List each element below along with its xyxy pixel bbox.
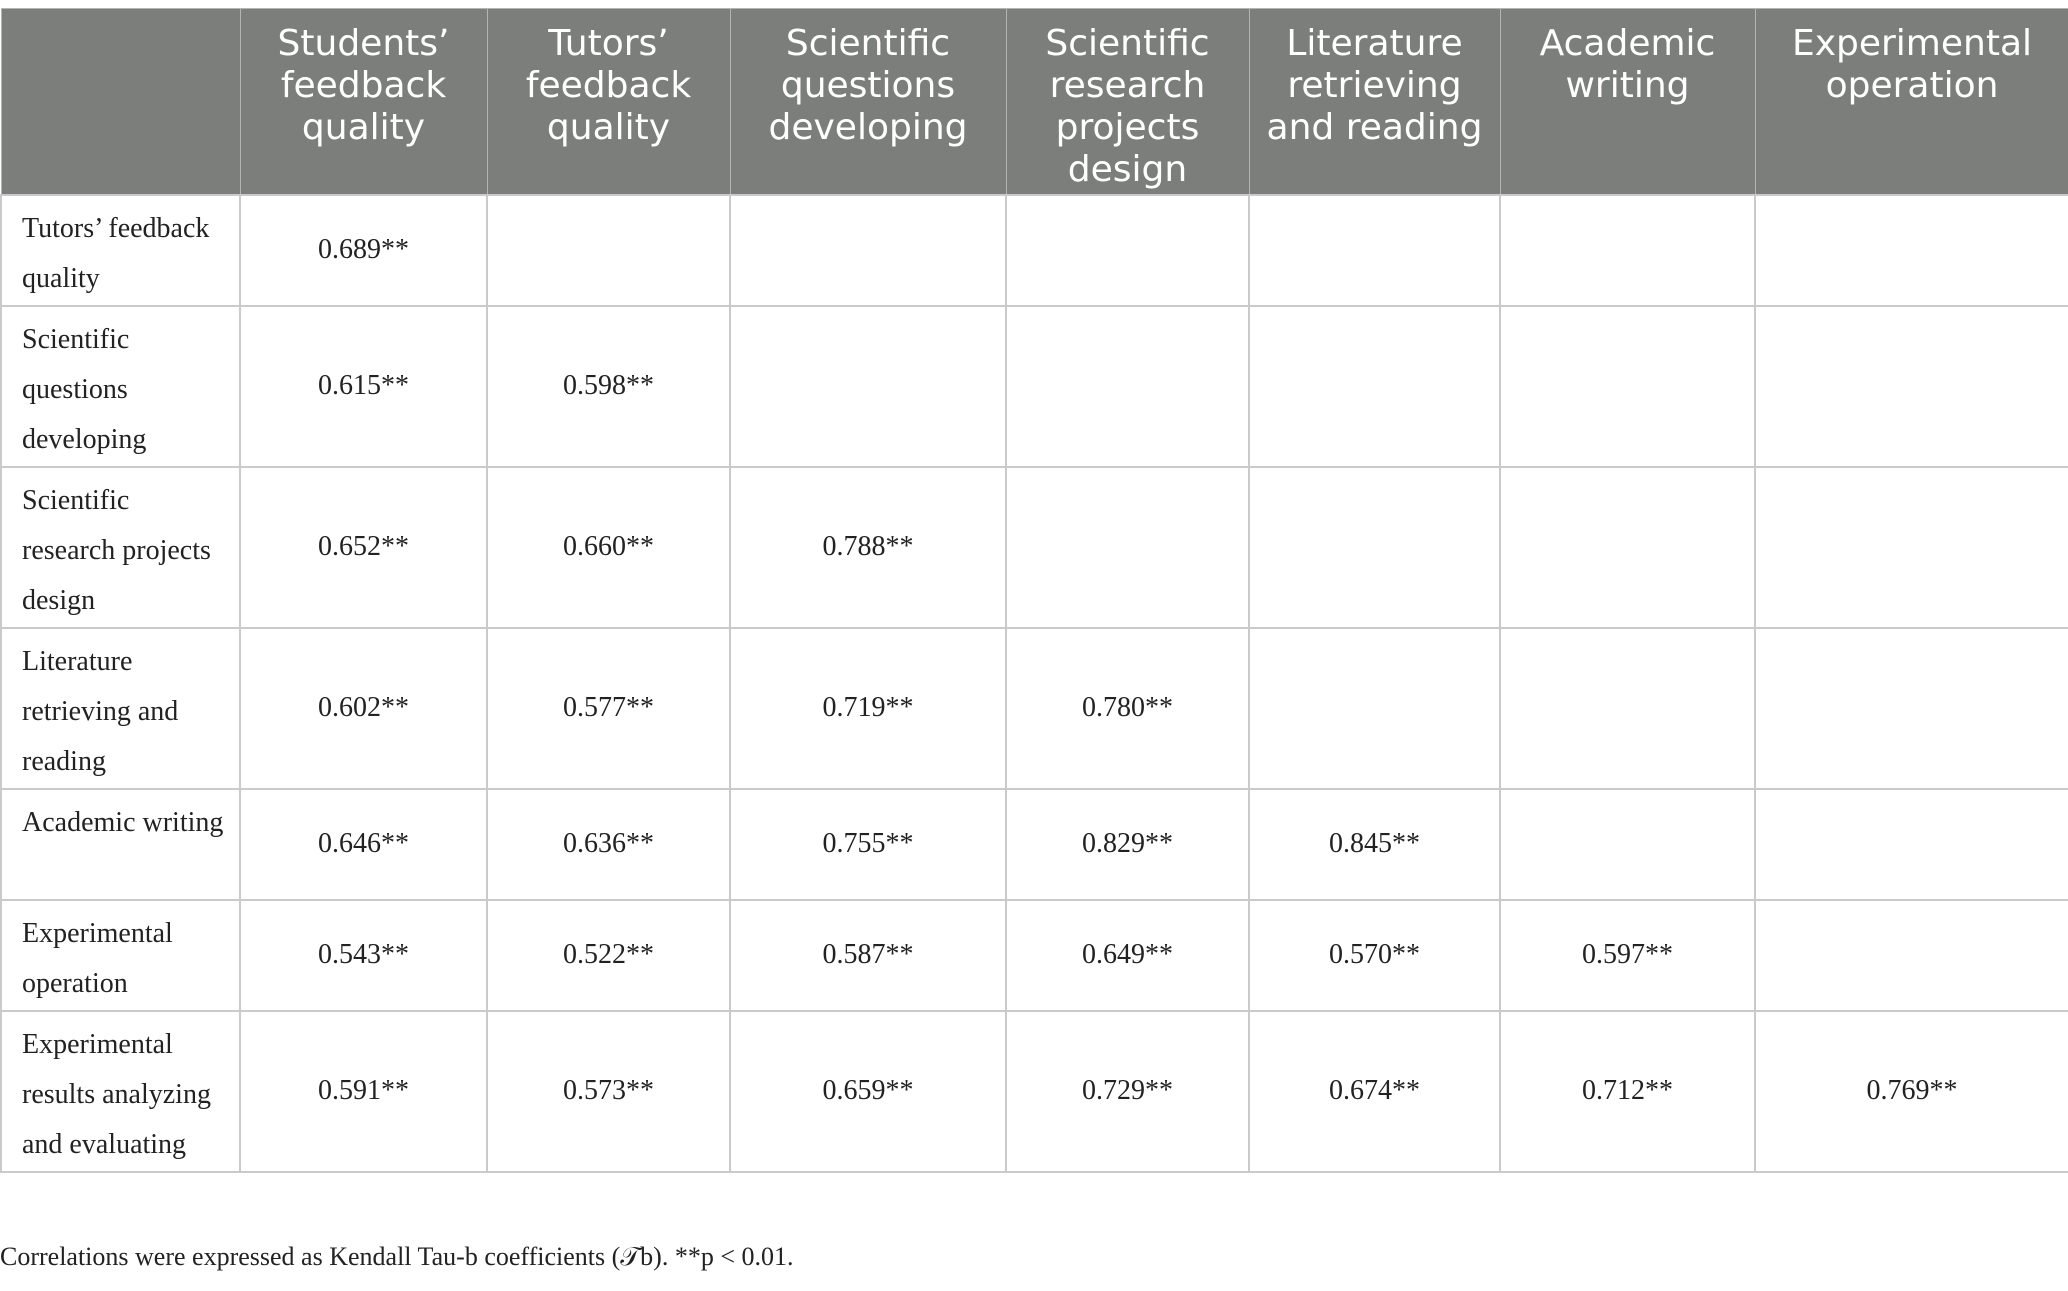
- table-cell: [1755, 195, 2068, 306]
- table-cell: 0.788**: [730, 467, 1006, 628]
- table-row: [1, 1011, 2068, 1172]
- table-cell: 0.591**: [240, 1011, 487, 1172]
- row-label: Scientific research projects design: [1, 467, 240, 628]
- table-cell: [1755, 306, 2068, 467]
- table-cell: [1755, 628, 2068, 789]
- table-cell: [730, 306, 1006, 467]
- table-cell: [1006, 306, 1249, 467]
- table-cell: 0.755**: [730, 789, 1006, 900]
- table-cell: 0.522**: [487, 900, 730, 1011]
- table-cell: 0.689**: [240, 195, 487, 306]
- table-cell: 0.570**: [1249, 900, 1500, 1011]
- row-label: Experimental operation: [1, 900, 240, 1011]
- table-row: [1, 467, 2068, 628]
- table-cell: [1755, 900, 2068, 1011]
- header-cell-corner: [1, 9, 240, 195]
- table-cell: [1500, 467, 1755, 628]
- table-cell: 0.719**: [730, 628, 1006, 789]
- table-cell: 0.660**: [487, 467, 730, 628]
- table-cell: [1249, 195, 1500, 306]
- row-label: Literature retrieving and reading: [1, 628, 240, 789]
- table-cell: 0.649**: [1006, 900, 1249, 1011]
- table-row: [1, 628, 2068, 789]
- header-cell: Students’ feedback quality: [240, 9, 487, 195]
- table-cell: 0.674**: [1249, 1011, 1500, 1172]
- table-cell: 0.712**: [1500, 1011, 1755, 1172]
- table-cell: 0.598**: [487, 306, 730, 467]
- table-cell: [1006, 467, 1249, 628]
- table-cell: 0.543**: [240, 900, 487, 1011]
- table-cell: [730, 195, 1006, 306]
- table-cell: [1249, 306, 1500, 467]
- table-cell: 0.615**: [240, 306, 487, 467]
- row-label: Scientific questions developing: [1, 306, 240, 467]
- table-cell: [1500, 306, 1755, 467]
- table-cell: 0.573**: [487, 1011, 730, 1172]
- row-label: Academic writing: [1, 789, 240, 900]
- table-cell: 0.646**: [240, 789, 487, 900]
- table-cell: 0.652**: [240, 467, 487, 628]
- table-row: [1, 789, 2068, 900]
- table-cell: 0.769**: [1755, 1011, 2068, 1172]
- table-cell: 0.845**: [1249, 789, 1500, 900]
- table-cell: [1500, 195, 1755, 306]
- header-row: [1, 9, 2068, 195]
- table-cell: 0.597**: [1500, 900, 1755, 1011]
- table-cell: [1500, 628, 1755, 789]
- correlation-table-container: [0, 8, 2068, 1173]
- table-row: [1, 195, 2068, 306]
- table-cell: 0.587**: [730, 900, 1006, 1011]
- table-cell: 0.729**: [1006, 1011, 1249, 1172]
- table-cell: [1755, 467, 2068, 628]
- table-row: [1, 900, 2068, 1011]
- row-label: Experimental results analyzing and evaluating: [1, 1011, 240, 1172]
- header-cell: Literature retrieving and reading: [1249, 9, 1500, 195]
- header-cell: Academic writing: [1500, 9, 1755, 195]
- table-cell: [1500, 789, 1755, 900]
- table-cell: [1249, 628, 1500, 789]
- row-label: Tutors’ feedback quality: [1, 195, 240, 306]
- table-cell: [1249, 467, 1500, 628]
- table-cell: [1755, 789, 2068, 900]
- header-cell: Scientific research projects design: [1006, 9, 1249, 195]
- table-cell: 0.602**: [240, 628, 487, 789]
- table-cell: 0.659**: [730, 1011, 1006, 1172]
- table-cell: 0.636**: [487, 789, 730, 900]
- table-cell: [1006, 195, 1249, 306]
- table-cell: 0.829**: [1006, 789, 1249, 900]
- table-row: [1, 306, 2068, 467]
- header-cell: Experimental operation: [1755, 9, 2068, 195]
- correlation-table: [0, 8, 2068, 1173]
- header-cell: Tutors’ feedback quality: [487, 9, 730, 195]
- header-cell: Scientific questions developing: [730, 9, 1006, 195]
- table-cell: [487, 195, 730, 306]
- table-cell: 0.577**: [487, 628, 730, 789]
- table-footnote: Correlations were expressed as Kendall Tau-b coefficients (𝒯b). **p < 0.01.: [0, 1242, 794, 1271]
- table-cell: 0.780**: [1006, 628, 1249, 789]
